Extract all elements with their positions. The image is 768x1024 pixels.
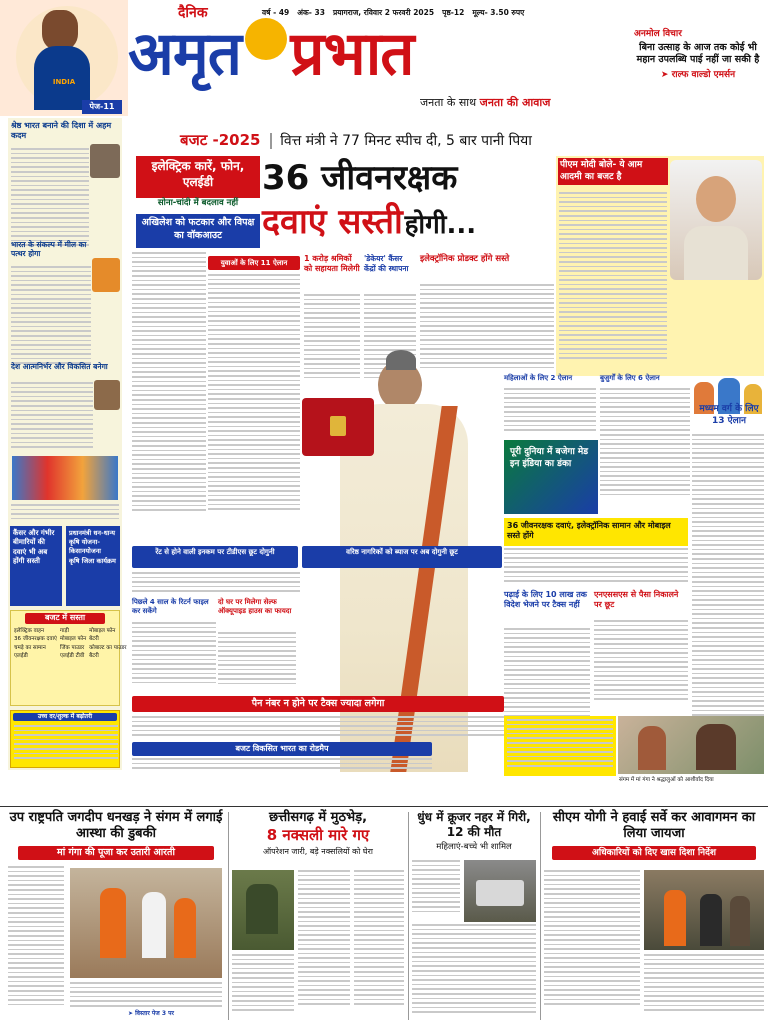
sub-kicker: सोना-चांदी में बदलाव नहीं <box>157 198 239 208</box>
budget-label: बजट -2025 <box>180 131 261 149</box>
blue-kicker: अखिलेश को फटकार और विपक्ष का वॉकआउट <box>136 214 260 248</box>
issue-meta-item: प्रयागराज, रविवार 2 फरवरी 2025 <box>332 8 435 17</box>
tagline: जनता के साथ जनता की आवाज <box>420 96 551 109</box>
youth-head: युवाओं के लिए 11 ऐलान <box>208 256 300 270</box>
cruiser-photo <box>464 860 536 922</box>
left-story-3-title: देश आत्मनिर्भर और विकसित बनेगा <box>11 362 108 371</box>
quote-text: बिना उत्साह के आज तक कोई भी महान उपलब्धि पाई नहीं जा सकी है <box>636 42 760 66</box>
bottom-story-4 <box>544 810 764 1022</box>
title-kalash-icon <box>245 18 287 60</box>
bottom-3-sub: महिलाएं-बच्चे भी शामिल <box>436 842 512 852</box>
lead-headline: 36 जीवनरक्षक दवाएं सस्ती होगी... <box>262 158 477 242</box>
cheap-item: जिंक पाउडर <box>59 644 85 651</box>
bottom-1-more[interactable]: ➤ विस्तार पेज 3 पर <box>128 1010 174 1017</box>
quote-box <box>628 28 768 116</box>
cheap-item: बेटरी <box>89 636 99 643</box>
crorepati-head: 1 करोड़ श्रमिकों को सहायता मिलेगी <box>304 254 360 274</box>
costly-box <box>10 710 120 768</box>
cheap-item: बैटरी <box>89 653 99 660</box>
senior-head: वरिष्ठ नागरिकों को ब्याज पर अब दोगुनी छूट <box>302 546 502 568</box>
budget-tablet-icon <box>302 398 374 456</box>
bottom-4-head: सीएम योगी ने हवाई सर्वे कर आवागमन का लिया जायजा <box>552 810 756 842</box>
issue-meta-item: वर्ष - 49 <box>262 8 290 17</box>
cheap-list-box <box>10 610 127 706</box>
budget-banner-text: वित्त मंत्री ने 77 मिनट स्पीच दी, 5 बार पानी पिया <box>270 133 532 149</box>
modi-box <box>556 156 764 376</box>
sport-page-tag: पेज-11 <box>82 100 122 114</box>
dhankhar-photo <box>70 868 222 978</box>
bottom-story-1 <box>8 810 224 1022</box>
elderly-head: बुजुर्गों के लिए 6 ऐलान <box>600 374 660 382</box>
bottom-1-sub: मां गंगा की पूजा कर उतारी आरती <box>18 846 214 861</box>
padhai-head: पढ़ाई के लिए 10 लाख तक विदेश भेजने पर टैक्स नहीं <box>504 590 587 610</box>
budget-banner <box>132 130 628 152</box>
medicine36-box: 36 जीवनरक्षक दवाएं, इलेक्ट्रॉनिक सामान और मोबाइल सस्ते होंगे <box>504 518 688 546</box>
modi-photo <box>670 160 762 280</box>
bottom-story-2 <box>232 810 404 1022</box>
sangam-caption: संगम में मां गंगा ने श्रद्धालुओं को आशीर्वाद दिया <box>618 776 764 790</box>
costly-head: उच्च दर/शुल्क में बढ़ोतरी <box>13 713 117 721</box>
pan-head: पैन नंबर न होने पर टैक्स ज्यादा लगेगा <box>132 696 504 712</box>
cheap-item: कोबाल्ट का पाउडर <box>89 644 127 651</box>
naxal-photo <box>232 870 294 950</box>
cheap-item: इलेक्ट्रिक वाहन <box>14 627 45 634</box>
cheap-item: चमड़े का सामान <box>14 644 46 651</box>
electronic-head: इलेक्ट्रॉनिक प्रोडक्ट होंगे सस्ते <box>420 254 510 264</box>
issue-meta-item: पृष्ठ-12 <box>442 8 465 17</box>
cheap-item: गाड़ी <box>59 627 69 634</box>
quote-author: ➤ राल्फ वाल्डो एमर्सन <box>660 69 736 80</box>
left-story-2-photo <box>92 258 120 292</box>
jersey-text: INDIA <box>52 78 76 86</box>
bottom-2-sub: ऑपरेशन जारी, बड़े नक्सलियों को घेरा <box>263 847 373 856</box>
update-head: पिछले 4 साल के रिटर्न फाइल कर सकेंगे <box>132 598 209 616</box>
cancer-box: कैंसर और गंभीर बीमारियों की दवाएं भी अब होंगी सस्ती <box>10 526 62 606</box>
selfoccupied-head: दो घर पर मिलेगा सेल्फ ऑक्यूपाइड हाउस का फायदा <box>218 598 292 616</box>
issue-meta-item: मूल्य- 3.50 रुपए <box>472 8 525 17</box>
left-story-1-title: श्रेष्ठ भारत बनाने की दिशा में अहम कदम <box>11 121 112 140</box>
cheap-item: एलईडी टीवी <box>59 653 85 660</box>
roadmap-head: बजट विकसित भारत का रोडमैप <box>132 742 432 756</box>
title-prabhat: प्रभात <box>290 19 414 89</box>
bottom-1-head: उप राष्ट्रपति जगदीप धनखड़ ने संगम में लगाई आस्था की डुबकी <box>9 810 223 842</box>
cheap-item: मोबाइल फोन <box>89 627 116 634</box>
middle-class-head: मध्यम वर्ग के लिए 13 ऐलान <box>699 404 759 426</box>
sangam-photo <box>618 716 764 774</box>
cheap-item: 36 जीवनरक्षक दवाएं <box>14 636 57 643</box>
bottom-3-head: धुंध में क्रूजर नहर में गिरी, 12 की मौत <box>417 810 531 839</box>
modi-head: पीएम मोदी बोले- ये आम आदमी का बजट है <box>558 158 668 185</box>
bottom-4-sub: अधिकारियों को दिए खास दिशा निर्देश <box>552 846 756 860</box>
title-amrit: अमृत <box>128 19 241 89</box>
bottom-2-head: छत्तीसगढ़ में मुठभेड़, <box>268 810 368 825</box>
cheap-item: एलईडी <box>14 653 28 660</box>
rent-head: रेंट से होने वाली इनकम पर टीडीएस छूट दोगुनी <box>132 546 298 568</box>
left-column <box>8 118 127 770</box>
sport-photo <box>0 0 128 116</box>
daycare-head: 'डेकेयर' कैंसर केंद्रों की स्थापना <box>364 254 409 273</box>
cylinder-graphic <box>12 456 118 500</box>
women-head: महिलाओं के लिए 2 ऐलान <box>504 374 573 382</box>
issue-meta-item: अंक- 33 <box>297 8 325 17</box>
cheap-head: बजट में सस्ता <box>25 613 105 624</box>
dainik-label: दैनिक <box>178 5 208 21</box>
story-text-narrow <box>132 252 206 542</box>
bottom-story-3 <box>412 810 536 1022</box>
left-story-2-title: भारत के संकल्प में मील का पत्थर होगा <box>11 240 87 258</box>
cheap-item: मोबाइल फोन <box>59 636 87 643</box>
quote-head: अनमोल विचार <box>634 29 682 39</box>
masthead-title <box>128 14 622 94</box>
red-kicker: इलेक्ट्रिक कारें, फोन, एलईडी <box>136 156 260 198</box>
bihar-box: पूरी दुनिया में बजेगा मेड इन इंडिया का डंका <box>504 440 598 514</box>
bottom-2-red: 8 नक्सली मारे गए <box>266 826 370 845</box>
left-story-3-photo <box>94 380 120 410</box>
pm-scheme-box: प्रधानमंत्री धन-धान्य कृषि योजना- किसानयोजना कृषि जिला कार्यक्रम <box>66 526 120 606</box>
nsc-head: एनएससएस से पैसा निकालने पर छूट <box>594 590 679 610</box>
left-story-1-photo <box>90 144 120 178</box>
yogi-photo <box>644 870 764 950</box>
note-box <box>504 716 616 776</box>
